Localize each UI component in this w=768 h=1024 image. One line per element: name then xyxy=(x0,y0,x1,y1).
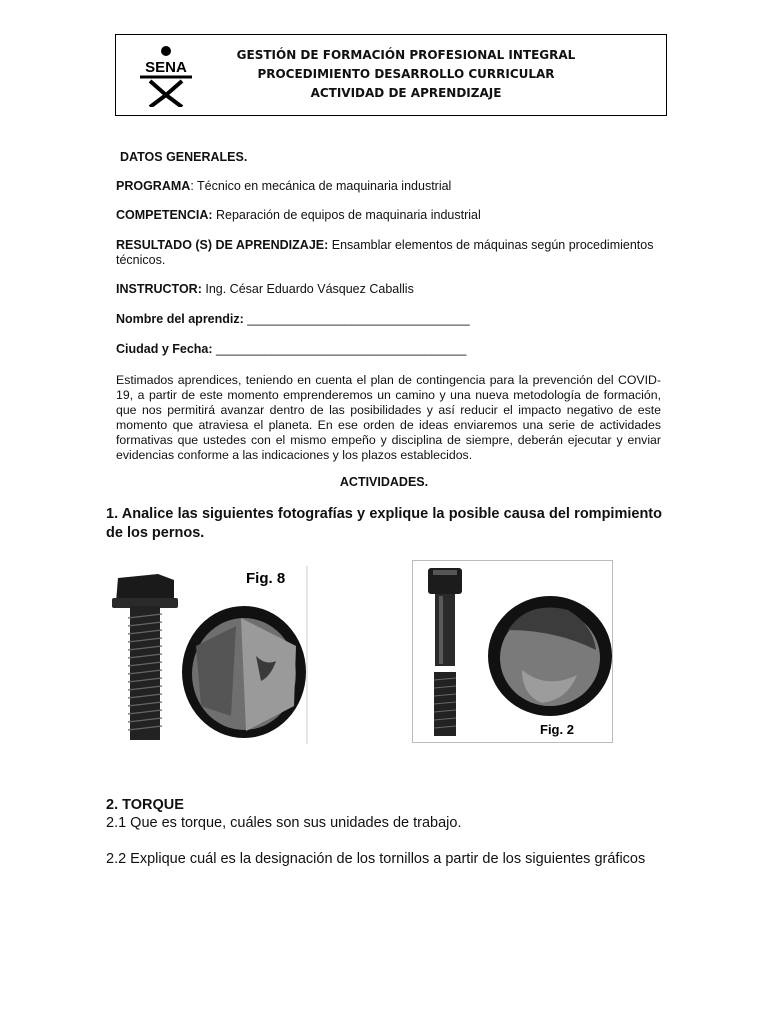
header-line-1: GESTIÓN DE FORMACIÓN PROFESIONAL INTEGRAL xyxy=(236,48,576,62)
instructor-value: Ing. César Eduardo Vásquez Caballis xyxy=(201,282,414,296)
resultado-label: RESULTADO (S) DE APRENDIZAJE: xyxy=(116,238,329,252)
instructor-label: INSTRUCTOR: xyxy=(116,282,202,296)
broken-bolt-photo-2 xyxy=(412,560,613,743)
ciudad-blank: ____________________________________ xyxy=(212,342,467,356)
question-1: 1. Analice las siguientes fotografías y explique la posible causa del rompimiento de los pernos. xyxy=(106,506,662,541)
programa-value: : Técnico en mecánica de maquinaria industrial xyxy=(190,179,452,193)
torque-title: 2. TORQUE xyxy=(106,797,184,813)
question-2-1: 2.1 Que es torque, cuáles son sus unidades de trabajo. xyxy=(106,815,462,831)
logo-text: SENA xyxy=(145,59,187,76)
nombre-line xyxy=(116,312,662,327)
broken-bolt-photo-1 xyxy=(106,566,308,744)
general-title: DATOS GENERALES. xyxy=(120,150,248,164)
competencia-line xyxy=(116,208,662,223)
fig-8-label: Fig. 8 xyxy=(246,570,286,587)
ciudad-line xyxy=(116,342,662,357)
competencia-value: Reparación de equipos de maquinaria industrial xyxy=(212,208,481,222)
instructor-line xyxy=(116,282,662,297)
header-line-2: PROCEDIMIENTO DESARROLLO CURRICULAR xyxy=(257,67,555,81)
fig-2-label: Fig. 2 xyxy=(540,722,574,737)
programa-line xyxy=(116,179,662,194)
activities-title: ACTIVIDADES. xyxy=(339,475,429,489)
document-header xyxy=(115,34,667,116)
ciudad-label: Ciudad y Fecha: xyxy=(116,342,213,356)
resultado-line xyxy=(116,238,662,268)
programa-label: PROGRAMA xyxy=(116,179,191,193)
nombre-label: Nombre del aprendiz: xyxy=(116,312,244,326)
intro-paragraph: Estimados aprendices, teniendo en cuenta el plan de contingencia para la prevención del COVID-19, a partir de este momento emprenderemos un camino y una nueva metodología de formación, que nos permitirá avanzar dentro de las posibilidades y así reducir el impacto negativo de este momento que atraviesa el planeta. En ese orden de ideas enviaremos una serie de actividades formativas que ustedes con el mismo empeño y disciplina de siempre, deberán ejecutar y enviar evidencias conforme a las indicaciones y los plazos establecidos. xyxy=(116,373,661,462)
question-2-2: 2.2 Explique cuál es la designación de los tornillos a partir de los siguientes gráficos xyxy=(106,851,646,867)
competencia-label: COMPETENCIA: xyxy=(116,208,213,222)
resultado-value: Ensamblar elementos de máquinas según procedimientos técnicos. xyxy=(116,238,654,267)
header-line-3: ACTIVIDAD DE APRENDIZAJE xyxy=(310,86,502,100)
nombre-blank: ________________________________ xyxy=(243,312,470,326)
